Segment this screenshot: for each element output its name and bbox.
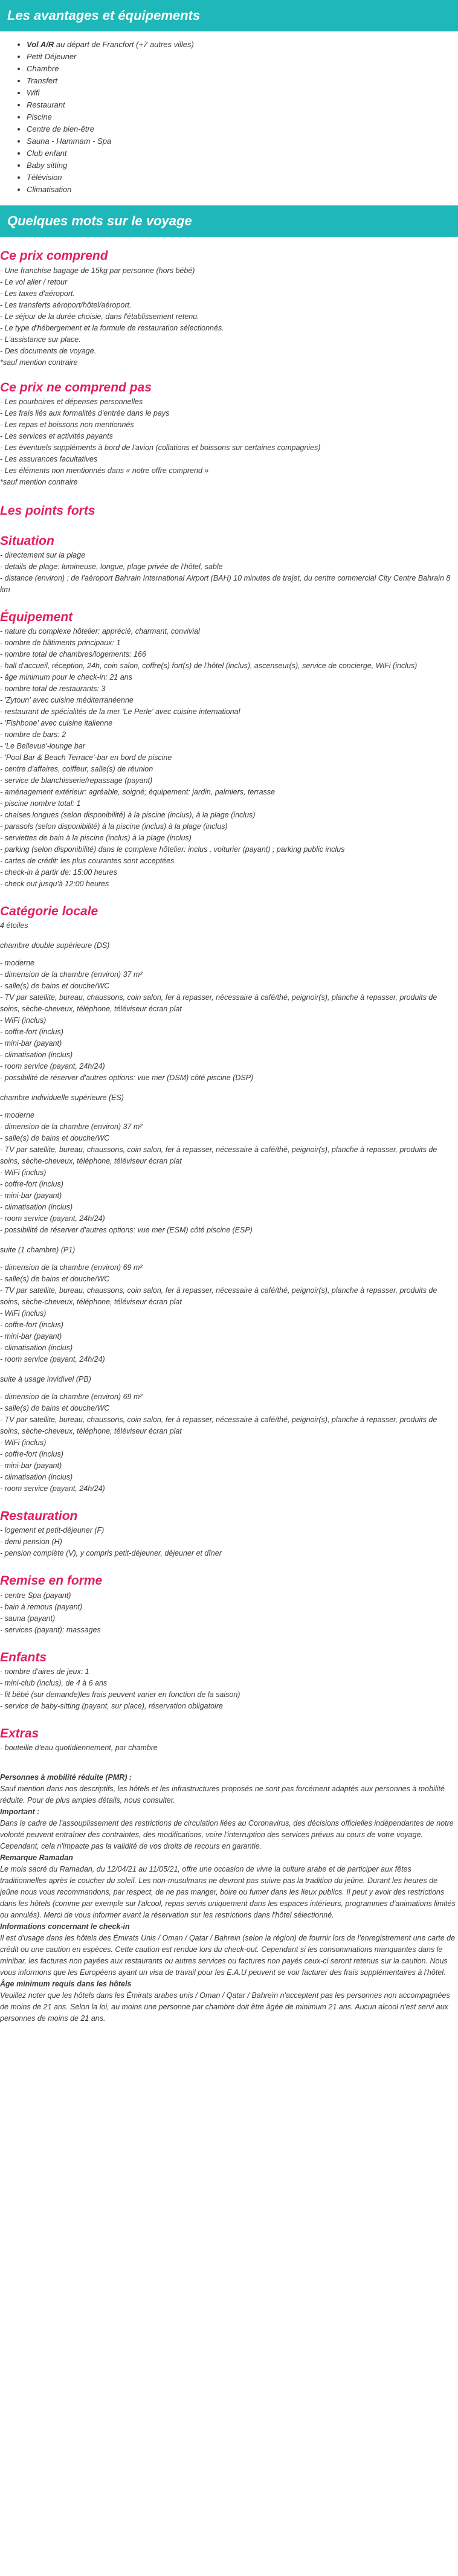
advantages-list [0,39,458,196]
room-feature: - TV par satellite, bureau, chaussons, coin salon, fer à repasser, nécessaire à café/thé, peignoir(s), planche à repasser, produits de soins, sèche-cheveux, téléphone, téléviseur écran plat [0,1145,437,1166]
room-feature: - dimension de la chambre (environ) 37 m² [0,1122,143,1132]
excluded-list [0,396,458,488]
text-line: - demi pension (H) [0,1538,62,1547]
text-line: - nature du complexe hôtelier: apprécié, charmant, convivial [0,627,200,636]
text-line: - Les éléments non mentionnés dans « notre offre comprend » [0,466,209,475]
room-feature: - mini-bar (payant) [0,1039,62,1048]
text-line: - Les frais liés aux formalités d'entrée dans le pays [0,408,170,417]
advantage-item-label: Piscine [27,112,52,122]
note-text [0,1783,458,1806]
advantages-section-title: Les avantages et équipements [0,0,458,31]
room-feature: - salle(s) de bains et douche/WC [0,982,110,991]
note-heading-label: Âge minimum requis dans les hôtels [0,1979,132,1988]
text-line: - 'Pool Bar & Beach Terrace'-bar en bord de piscine [0,753,172,762]
text-line: *sauf mention contraire [0,358,78,367]
fitness-title: Remise en forme [0,1574,103,1588]
text-line: - L'assistance sur place. [0,335,81,344]
text-line: - Des documents de voyage. [0,346,97,355]
catering-list [0,1525,458,1559]
included-list [0,265,458,369]
note-heading [0,1772,458,1783]
room-feature: - TV par satellite, bureau, chaussons, coin salon, fer à repasser, nécessaire à café/thé, peignoir(s), planche à repasser, produits de soins, sèche-cheveux, téléphone, téléviseur écran plat [0,1415,437,1436]
note-body: Le mois sacré du Ramadan, du 12/04/21 au 11/05/21, offre une occasion de vivre la culture arabe et de participer aux fêtes traditionnelles après le coucher du soleil. Les non-musulmans ne devront pas suivre pas la tradition du jeûne. Durant les heures de jeûne nous vous recommandons, par respect, de ne pas manger, boire ou fumer dans les lieux publics. Il peut y avoir des restrictions dans les hôtels (comme par exemple sur l'alcool, repas servis uniquement dans les espaces intérieurs, programmes d'animations limités ou annulés). Merci de vous informer avant la réservation sur les restrictions dans l'hôtel sélectionné. [0,1864,456,1919]
room-feature: - room service (payant, 24h/24) [0,1484,105,1493]
text-line: - pension complète (V), y compris petit-déjeuner, déjeuner et dîner [0,1549,222,1558]
room-feature: - moderne [0,1111,34,1120]
text-line: - serviettes de bain à la piscine (inclus) à la plage (inclus) [0,834,192,843]
note-heading [0,1852,458,1864]
advantage-item [27,172,458,184]
text-line: - distance (environ) : de l'aéroport Bahrain International Airport (BAH) 10 minutes de trajet, du centre commercial City Centre Bahrain 8 km [0,573,451,594]
text-line: - services (payant): massages [0,1625,101,1634]
room-title: chambre individuelle supérieure (ES) [0,1093,124,1103]
text-line: - aménagement extérieur: agréable, soigné; équipement: jardin, palmiers, terrasse [0,788,276,797]
category-stars: 4 étoiles [0,921,28,930]
room-title: suite (1 chambre) (P1) [0,1246,76,1255]
text-line: - nombre total de restaurants: 3 [0,684,106,694]
notes-block [0,1772,458,2024]
extras-list [0,1742,458,1754]
included-title: Ce prix comprend [0,249,108,263]
advantage-item-label: Télévision [27,173,62,182]
advantage-item [27,51,458,63]
text-line: - Les taxes d'aéroport. [0,289,75,298]
room-block [0,1374,458,1495]
note-text [0,1933,458,1979]
advantage-item [27,184,458,196]
advantage-item [27,123,458,135]
room-feature: - mini-bar (payant) [0,1191,62,1200]
note-body: Il est d'usage dans les hôtels des Émirats Unis / Oman / Qatar / Bahrein (selon la région) de fournir lors de l'enregistrement une carte de crédit ou une caution en espèces. Cette caution est rendue lors du check-out. Cependant si les consommations manquantes dans le minibar, les factures non payées aux restaurants ou autres services ou factures non payés ceux-ci seront retenus sur la caution. Nous vous informons que les Européens ayant un visa de travail pour les E.A.U peuvent se voir facturer des frais supplémentaires à l'hôtel. [0,1933,456,1977]
note-body: Veuillez noter que les hôtels dans les Émirats arabes unis / Oman / Qatar / Bahreïn n'acceptent pas les personnes non accompagnées de moins de 21 ans. Selon la loi, au moins une personne par chambre doit être âgée de minimum 21 ans. Aucun alcool n'est servi aux personnes de moins de 21 ans. [0,1991,450,2023]
room-title: chambre double supérieure (DS) [0,941,110,950]
advantage-item [27,87,458,99]
situation-title: Situation [0,533,54,548]
advantage-item [27,159,458,172]
text-line: - âge minimum pour le check-in: 21 ans [0,673,132,682]
advantage-item-label: au départ de Francfort (+7 autres villes) [54,40,194,50]
note-body: Dans le cadre de l'assouplissement des restrictions de circulation liées au Coronavirus, des décisions officielles indépendantes de notre volonté peuvent entraîner des contraintes, des modifications, voire l'interruption des services prévus au cours de votre voyage. [0,1818,454,1839]
children-list [0,1666,458,1712]
text-line: - Les transferts aéroport/hôtel/aéroport. [0,300,132,309]
room-feature: - climatisation (inclus) [0,1344,73,1353]
text-line: - Les pourboires et dépenses personnelles [0,397,143,406]
about-section-title: Quelques mots sur le voyage [0,205,458,237]
advantage-item-label: Petit Déjeuner [27,52,77,62]
advantage-item-label: Climatisation [27,185,72,195]
text-line: - sauna (payant) [0,1614,56,1623]
advantage-item [27,147,458,159]
text-line: - centre d'affaires, coiffeur, salle(s) de réunion [0,765,153,774]
advantage-item [27,111,458,123]
room-block [0,1245,458,1365]
room-feature: - WiFi (inclus) [0,1438,47,1447]
note-heading-label: Informations concernant le check-in [0,1922,130,1931]
text-line: - parasols (selon disponibilité) à la piscine (inclus) à la plage (inclus) [0,822,228,831]
room-feature: - dimension de la chambre (environ) 69 m² [0,1263,143,1272]
room-feature: - dimension de la chambre (environ) 69 m² [0,1393,143,1402]
room-feature: - climatisation (inclus) [0,1473,73,1482]
advantage-item-label: Chambre [27,64,59,74]
text-line: - lit bébé (sur demande)les frais peuvent varier en fonction de la saison) [0,1690,240,1699]
text-line: - nombre de bars: 2 [0,730,66,739]
text-line: - Le vol aller / retour [0,277,68,286]
note-text [0,1864,458,1921]
advantage-item [27,75,458,87]
room-feature: - coffre-fort (inclus) [0,1450,63,1459]
room-feature: - WiFi (inclus) [0,1309,47,1318]
room-feature: - coffre-fort (inclus) [0,1321,63,1330]
room-feature: - mini-bar (payant) [0,1461,62,1470]
note-heading [0,1979,458,1990]
room-feature: - mini-bar (payant) [0,1332,62,1341]
room-feature: - coffre-fort (inclus) [0,1180,63,1189]
room-feature: - moderne [0,959,34,968]
text-line: - 'Zytoun' avec cuisine méditerranéenne [0,696,134,705]
room-feature: - room service (payant, 24h/24) [0,1214,105,1223]
catering-title: Restauration [0,1509,78,1524]
text-line: - cartes de crédit: les plus courantes sont acceptées [0,857,175,866]
advantage-item [27,63,458,75]
room-feature: - possibilité de réserver d'autres options: vue mer (ESM) côté piscine (ESP) [0,1226,253,1235]
text-line: - logement et petit-déjeuner (F) [0,1526,105,1535]
text-line: - restaurant de spécialités de la mer 'Le Perle' avec cuisine international [0,707,240,716]
room-feature: - room service (payant, 24h/24) [0,1062,105,1071]
text-line: - Les assurances facultatives [0,454,98,463]
room-block [0,1092,458,1236]
advantage-item-label: Baby sitting [27,161,68,170]
text-line: - service de baby-sitting (payant, sur place), réservation obligatoire [0,1701,223,1710]
advantage-item-label: Restaurant [27,100,65,110]
advantage-item-label: Sauna - Hammam - Spa [27,137,112,146]
text-line: - 'Le Bellevue'-lounge bar [0,742,85,751]
text-line: - Une franchise bagage de 15kg par personne (hors bébé) [0,266,195,275]
advantage-item-bold: Vol A/R [27,40,54,50]
text-line: - details de plage: lumineuse, longue, plage privée de l'hôtel, sable [0,562,223,571]
text-line: - Le séjour de la durée choisie, dans l'établissement retenu. [0,312,199,321]
room-feature: - climatisation (inclus) [0,1203,73,1212]
note-text [0,1990,458,2024]
text-line: - mini-club (inclus), de 4 à 6 ans [0,1678,108,1687]
note-heading-label: Important : [0,1807,40,1816]
room-feature: - climatisation (inclus) [0,1051,73,1060]
room-feature: - salle(s) de bains et douche/WC [0,1275,110,1284]
room-feature: - WiFi (inclus) [0,1016,47,1025]
advantage-item [27,135,458,147]
room-feature: - dimension de la chambre (environ) 37 m² [0,970,143,979]
room-block [0,940,458,1084]
room-feature: - coffre-fort (inclus) [0,1028,63,1037]
children-title: Enfants [0,1650,47,1664]
room-title: suite à usage invidivel (PB) [0,1375,91,1384]
equipment-title: Équipement [0,610,73,624]
advantage-item-label: Transfert [27,76,58,86]
room-feature: - WiFi (inclus) [0,1168,47,1177]
text-line: - 'Fishbone' avec cuisine italienne [0,719,113,728]
advantage-item [27,39,458,51]
room-feature: - possibilité de réserver d'autres options: vue mer (DSM) côté piscine (DSP) [0,1074,254,1083]
text-line: - Le type d'hébergement et la formule de restauration sélectionnés. [0,323,224,332]
advantage-item-label: Centre de bien-être [27,124,95,134]
note-heading [0,1921,458,1933]
text-line: - Les éventuels suppléments à bord de l'avion (collations et boissons sur certaines compagnies) [0,443,321,452]
text-line: - chaises longues (selon disponibilité) à la piscine (inclus), à la plage (inclus) [0,811,256,820]
category-title: Catégorie locale [0,904,98,919]
text-line: *sauf mention contraire [0,477,78,486]
room-feature: - TV par satellite, bureau, chaussons, coin salon, fer à repasser, nécessaire à café/thé, peignoir(s), planche à repasser, produits de soins, sèche-cheveux, téléphone, téléviseur écran plat [0,993,437,1014]
room-feature: - room service (payant, 24h/24) [0,1355,105,1364]
equipment-list [0,626,458,890]
text-line: - piscine nombre total: 1 [0,799,81,808]
room-feature: - TV par satellite, bureau, chaussons, coin salon, fer à repasser, nécessaire à café/thé, peignoir(s), planche à repasser, produits de soins, sèche-cheveux, téléphone, téléviseur écran plat [0,1286,437,1307]
advantage-item-label: Wifi [27,88,40,98]
room-feature: - salle(s) de bains et douche/WC [0,1134,110,1143]
note-body: Sauf mention dans nos descriptifs, les hôtels et les infrastructures proposés ne sont pas forcément adaptés aux personnes à mobilité réduite. Pour de plus amples détails, nous consulter. [0,1784,445,1805]
text-line: - bouteille d'eau quotidiennement, par chambre [0,1743,158,1752]
note-heading-label: Remarque Ramadan [0,1853,73,1862]
excluded-title: Ce prix ne comprend pas [0,380,152,394]
text-line: - nombre d'aires de jeux: 1 [0,1667,89,1676]
text-line: - nombre de bâtiments principaux: 1 [0,639,121,648]
text-line: - nombre total de chambres/logements: 166 [0,650,146,659]
text-line: - directement sur la plage [0,550,86,559]
text-line: - hall d'accueil, réception, 24h, coin salon, coffre(s) fort(s) de l'hôtel (inclus), ascenseur(s), service de concierge, WiFi (inclus) [0,662,418,671]
advantage-item-label: Club enfant [27,149,67,158]
extras-title: Extras [0,1726,39,1740]
note-heading-label: Personnes à mobilité réduite (PMR) : [0,1773,132,1782]
text-line: - Les services et activités payants [0,431,113,440]
note-heading [0,1806,458,1818]
strong-points-title: Les points forts [0,503,95,518]
text-line: - bain à remous (payant) [0,1602,83,1611]
situation-list [0,550,458,596]
rooms-list [0,940,458,1495]
text-line: - check out jusqu'à 12:00 heures [0,880,109,889]
text-line: - parking (selon disponibilité) dans le complexe hôtelier: inclus , voiturier (payant) ; parking public inclus [0,845,345,854]
text-line: - service de blanchisserie/repassage (payant) [0,776,153,785]
fitness-list [0,1590,458,1636]
note-text [0,1841,458,1852]
text-line: - Les repas et boissons non mentionnés [0,420,134,429]
advantage-item [27,99,458,111]
text-line: - check-in à partir de: 15:00 heures [0,868,117,877]
note-body: Cependant, cela n'impacte pas la validité de vos droits de recours en garantie. [0,1841,262,1850]
note-text [0,1818,458,1841]
text-line: - centre Spa (payant) [0,1591,71,1600]
room-feature: - salle(s) de bains et douche/WC [0,1404,110,1413]
